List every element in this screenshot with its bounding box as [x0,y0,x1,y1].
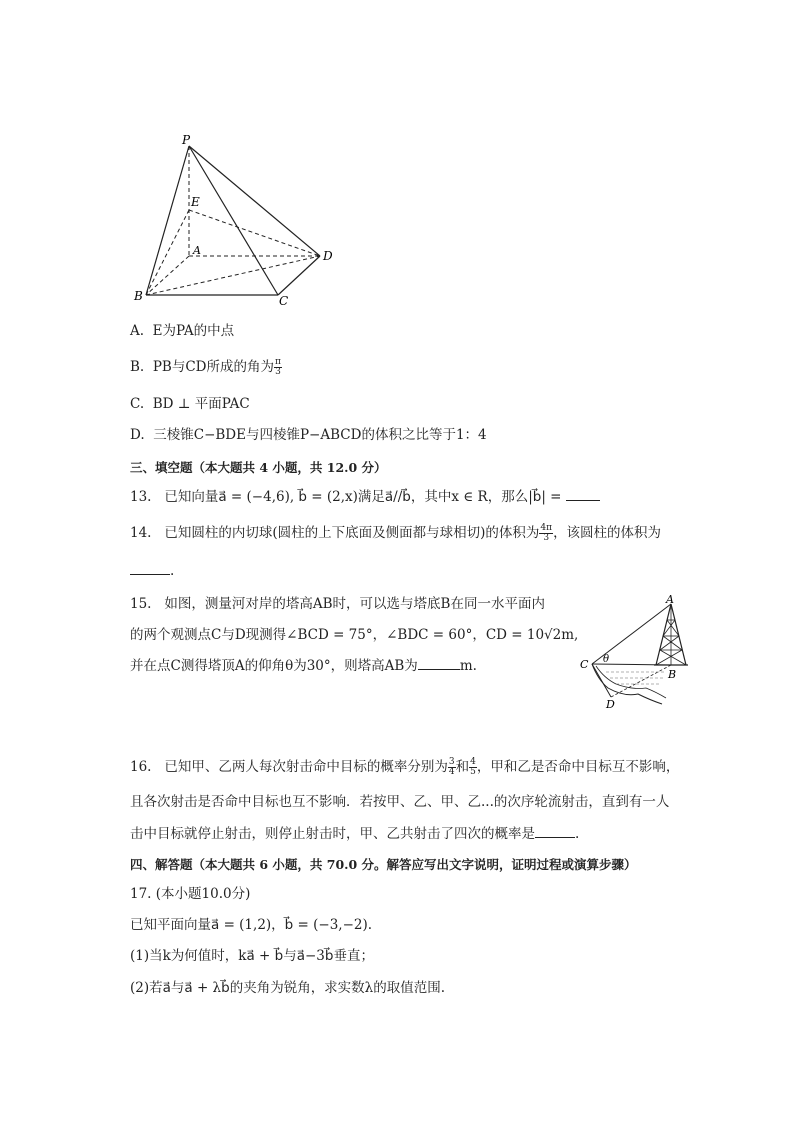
pyramid-figure [128,128,348,308]
label-C: C [580,658,589,671]
answer-blank [418,657,460,670]
question-17-head: 17. (本小题10.0分) [130,886,251,902]
option-c: C. BD ⊥ 平面PAC [130,396,250,412]
answer-blank [535,825,575,838]
question-17-line1: 已知平面向量a⃗ = (1,2)，b⃗ = (−3,−2). [130,917,373,933]
label-A: A [666,594,674,606]
label-A: A [193,244,201,257]
question-17-part2: (2)若a⃗与a⃗ + λb⃗的夹角为锐角，求实数λ的取值范围. [130,980,446,996]
question-15-line1: 15. 如图，测量河对岸的塔高AB时，可以选与塔底B在同一水平面内 [130,596,545,612]
fraction: $\frac{3}{4}$ [448,757,455,777]
tower-figure [576,594,696,714]
fraction: $\frac{\pi}{3}$ [274,357,281,377]
answer-blank [566,488,600,501]
option-a: A. E为PA的中点 [130,323,235,339]
section-four-title: 四、解答题（本大题共 6 小题，共 70.0 分。解答应写出文字说明，证明过程或演算步骤） [130,857,637,872]
question-13: 13. 已知向量a⃗ = (−4,6), b⃗ = (2,x)满足a⃗//b⃗，其中x ∈ R，那么|b⃗| = [130,488,600,506]
question-17-part1: (1)当k为何值时，ka⃗ + b⃗与a⃗−3b⃗垂直； [130,948,374,964]
label-B: B [134,289,143,303]
question-16-line1: 16. 已知甲、乙两人每次射击命中目标的概率分别为 $\frac{3}{4}$ 和 $\frac{4}{5}$ ，甲和乙是否命中目标互不影响， [130,757,680,777]
label-E: E [191,195,200,209]
section-three-title: 三、填空题（本大题共 4 小题，共 12.0 分） [130,460,387,475]
question-14: 14. 已知圆柱的内切球(圆柱的上下底面及侧面都与球相切)的体积为 $\frac{4\pi}{3}$ ，该圆柱的体积为 [130,523,662,543]
label-D: D [323,249,333,263]
answer-blank [130,562,170,575]
label-C: C [279,294,289,308]
label-theta: θ [603,654,610,665]
question-16-line3: 击中目标就停止射击，则停止射击时，甲、乙共射击了四次的概率是 . [130,826,580,842]
label-P: P [182,133,191,147]
question-15-line3: 并在点C测得塔顶A的仰角θ为30°，则塔高AB为 m. [130,658,477,674]
question-15-line2: 的两个观测点C与D现测得∠BCD = 75°，∠BDC = 60°，CD = 10√2m, [130,627,579,643]
fraction: $\frac{4\pi}{3}$ [540,523,553,543]
option-b: B. PB与CD所成的角为 $\frac{\pi}{3}$ [130,357,281,377]
fraction: $\frac{4}{5}$ [470,757,476,777]
option-d: D. 三棱锥C−BDE与四棱锥P−ABCD的体积之比等于1：4 [130,427,487,443]
question-16-line2: 且各次射击是否命中目标也互不影响．若按甲、乙、甲、乙...的次序轮流射击，直到有一人 [130,794,670,810]
question-14-answer-line: . [130,562,174,580]
label-B: B [668,668,677,681]
label-D: D [606,698,615,711]
